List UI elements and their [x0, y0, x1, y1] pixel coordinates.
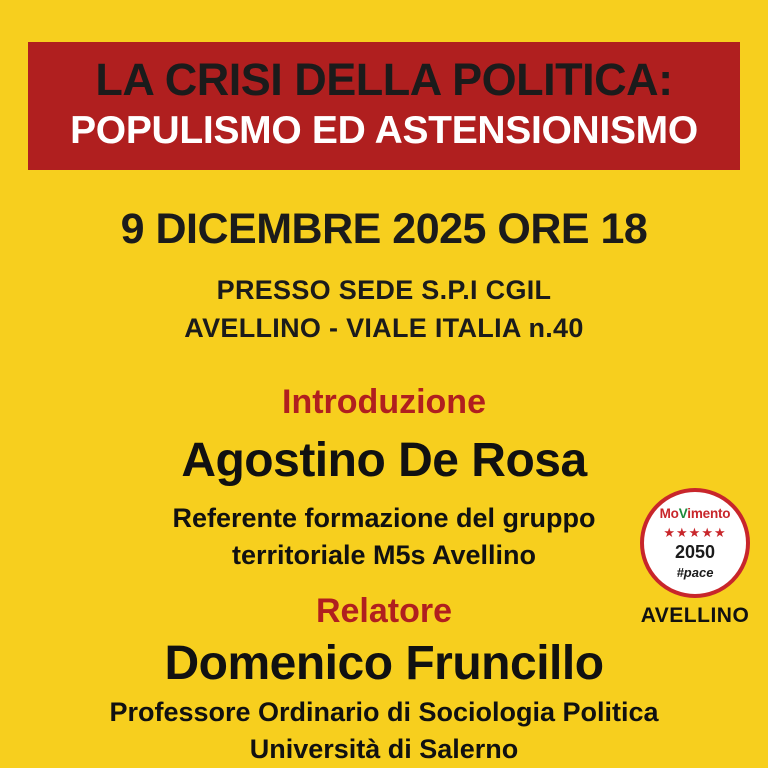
m5s-logo-circle: [640, 488, 750, 598]
m5s-logo-wordmark: [644, 506, 746, 521]
m5s-logo-wordmark-v: V: [678, 506, 688, 521]
m5s-logo-wordmark-suffix: imento: [687, 506, 731, 521]
speaker-affiliation-introduzione-line1: Referente formazione del gruppo: [172, 503, 596, 533]
five-stars-icon: ★★★★★: [663, 525, 727, 540]
poster-title-line1: LA CRISI DELLA POLITICA:: [95, 54, 673, 105]
m5s-logo: [636, 488, 754, 628]
event-venue-line2: AVELLINO - VIALE ITALIA n.40: [184, 313, 584, 343]
speaker-role-introduzione: Introduzione: [282, 383, 486, 421]
speaker-role-relatore: Relatore: [315, 592, 453, 630]
speaker-affiliation-introduzione-line2: territoriale M5s Avellino: [231, 540, 537, 570]
speaker-affiliation-relatore-line1: Professore Ordinario di Sociologia Politica: [109, 697, 659, 727]
m5s-logo-wordmark-prefix: Mo: [659, 506, 679, 521]
m5s-logo-year: 2050: [674, 542, 716, 562]
event-venue-line1: PRESSO SEDE S.P.I CGIL: [216, 275, 552, 305]
m5s-logo-city: AVELLINO: [640, 604, 750, 627]
poster-title-line2: POPULISMO ED ASTENSIONISMO: [70, 109, 698, 153]
speaker-name-relatore: Domenico Fruncillo: [164, 637, 604, 690]
speaker-name-introduzione: Agostino De Rosa: [181, 434, 587, 487]
m5s-logo-tagline: #pace: [676, 565, 714, 580]
title-banner: [28, 42, 740, 170]
event-date: 9 DICEMBRE 2025 ORE 18: [120, 205, 648, 253]
speaker-affiliation-relatore-line2: Università di Salerno: [249, 734, 519, 764]
